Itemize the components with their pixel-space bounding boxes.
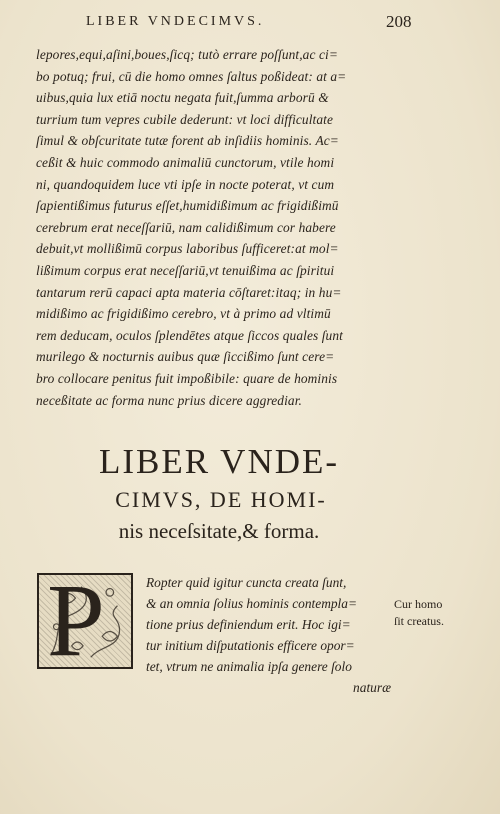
page-number: 208 xyxy=(386,12,412,31)
text-line: uibus,quia lux etiā noctu negata fuit,ſumma arborū & xyxy=(36,90,329,106)
running-head: LIBER VNDECIMVS. xyxy=(86,14,265,29)
chapter-title-line-3: nis neceſsitate,& forma. xyxy=(118,519,320,543)
body-text xyxy=(36,44,388,411)
text-line: Ropter quid igitur cuncta creata ſunt, xyxy=(146,575,347,590)
text-line: ceßit & huic commodo animaliū cunctorum, vtile homi xyxy=(36,154,335,170)
chapter-title-line-2: CIMVS, DE HOMI- xyxy=(115,487,327,512)
catchword: naturæ xyxy=(353,680,391,695)
text-line: & an omnia ſolius hominis contempla= xyxy=(146,596,358,611)
text-line: tur initium diſputationis efficere opor= xyxy=(146,638,355,653)
text-line: cerebrum erat neceſſariū, nam calidißimum cor habere xyxy=(36,219,336,235)
text-line: murilego & nocturnis auibus quæ ſiccißimo ſunt cere= xyxy=(36,349,335,365)
chapter-text xyxy=(146,572,391,698)
text-line: bro collocare penitus fuit impoßibile: quare de hominis xyxy=(36,370,338,386)
text-line: ſapientißimus futurus eſſet,humidißimum ac frigidißimū xyxy=(36,198,339,214)
margin-note xyxy=(394,596,480,630)
text-line: tantarum rerū capaci apta materia cōſtaret:itaq; in hu= xyxy=(36,284,342,300)
chapter-title-line-1: LIBER VNDE- xyxy=(98,442,340,481)
margin-note-line: Cur homo xyxy=(394,597,443,611)
text-line: lißimum corpus erat neceſſariū,vt tenuißima ac ſpiritui xyxy=(36,262,335,278)
text-line: tet, vtrum ne animalia ipſa genere ſolo xyxy=(146,659,352,674)
text-line: bo potuq; frui, cū die homo omnes ſaltus poßideat: at a= xyxy=(36,68,347,84)
text-line: lepores,equi,aſini,boues,ſicq; tutò errare poſſunt,ac ci= xyxy=(36,47,338,62)
text-line: debuit,vt mollißimū corpus laboribus ſufficeret:at mol= xyxy=(36,241,339,257)
text-line: ni, quandoquidem luce vti ipſe in nocte poterat, vt cum xyxy=(36,176,335,192)
chapter-title xyxy=(34,440,394,546)
text-line: turrium tum vepres cubile dederunt: vt loci difficultate xyxy=(36,111,334,127)
text-line: midißimo ac frigidißimo cerebro, vt à primo ad vltimū xyxy=(36,306,331,322)
ornamental-initial-icon xyxy=(37,563,133,678)
text-line: tione prius definiendum erit. Hoc igi= xyxy=(146,617,351,632)
drop-cap-letter: P xyxy=(47,563,105,678)
text-line: neceßitate ac forma nunc prius dicere aggrediar. xyxy=(36,392,302,408)
text-line: rem deducam, oculos ſplendētes atque ſiccos quales ſunt xyxy=(36,327,343,343)
margin-note-line: ſit creatus. xyxy=(394,614,444,628)
text-line: ſimul & obſcuritate tutæ forent ab inſidiis hominis. Ac= xyxy=(36,133,339,149)
